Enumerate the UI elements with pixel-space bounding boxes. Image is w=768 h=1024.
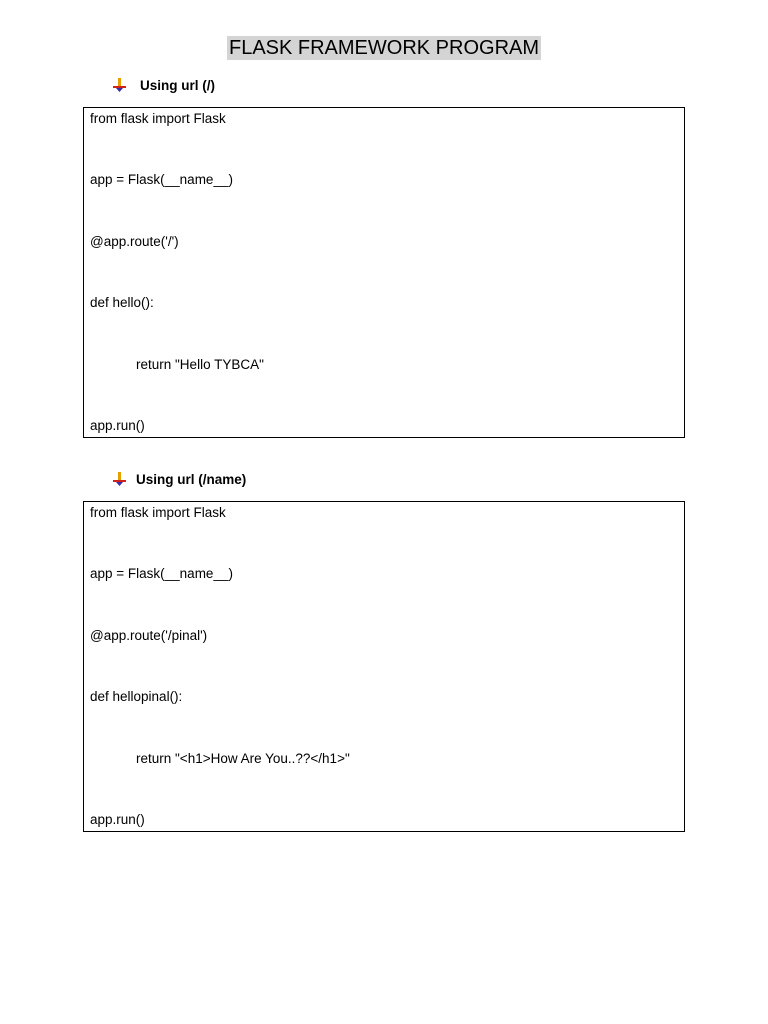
arrow-bullet-icon [113, 78, 126, 92]
code-line: app.run() [90, 812, 145, 827]
page-title-text: FLASK FRAMEWORK PROGRAM [228, 37, 540, 59]
section-heading-1-text: Using url (/) [140, 77, 215, 93]
code-line: from flask import Flask [90, 111, 226, 126]
code-line: app = Flask(__name__) [90, 566, 233, 581]
code-line: return "Hello TYBCA" [136, 357, 264, 372]
code-line: def hello(): [90, 295, 154, 310]
code-box-2 [83, 501, 685, 832]
section-heading-2-text: Using url (/name) [136, 471, 247, 487]
code-line: app = Flask(__name__) [90, 172, 233, 187]
section-heading-2 [113, 470, 246, 488]
page-title [0, 35, 768, 61]
section-heading-1 [113, 76, 215, 94]
arrow-bullet-icon [113, 472, 126, 486]
code-line: return "<h1>How Are You..??</h1>" [136, 751, 350, 766]
code-line: def hellopinal(): [90, 689, 183, 704]
code-line: @app.route('/pinal') [90, 628, 208, 643]
code-line: app.run() [90, 418, 145, 433]
code-line: from flask import Flask [90, 505, 226, 520]
code-box-1 [83, 107, 685, 438]
code-line: @app.route('/') [90, 234, 179, 249]
